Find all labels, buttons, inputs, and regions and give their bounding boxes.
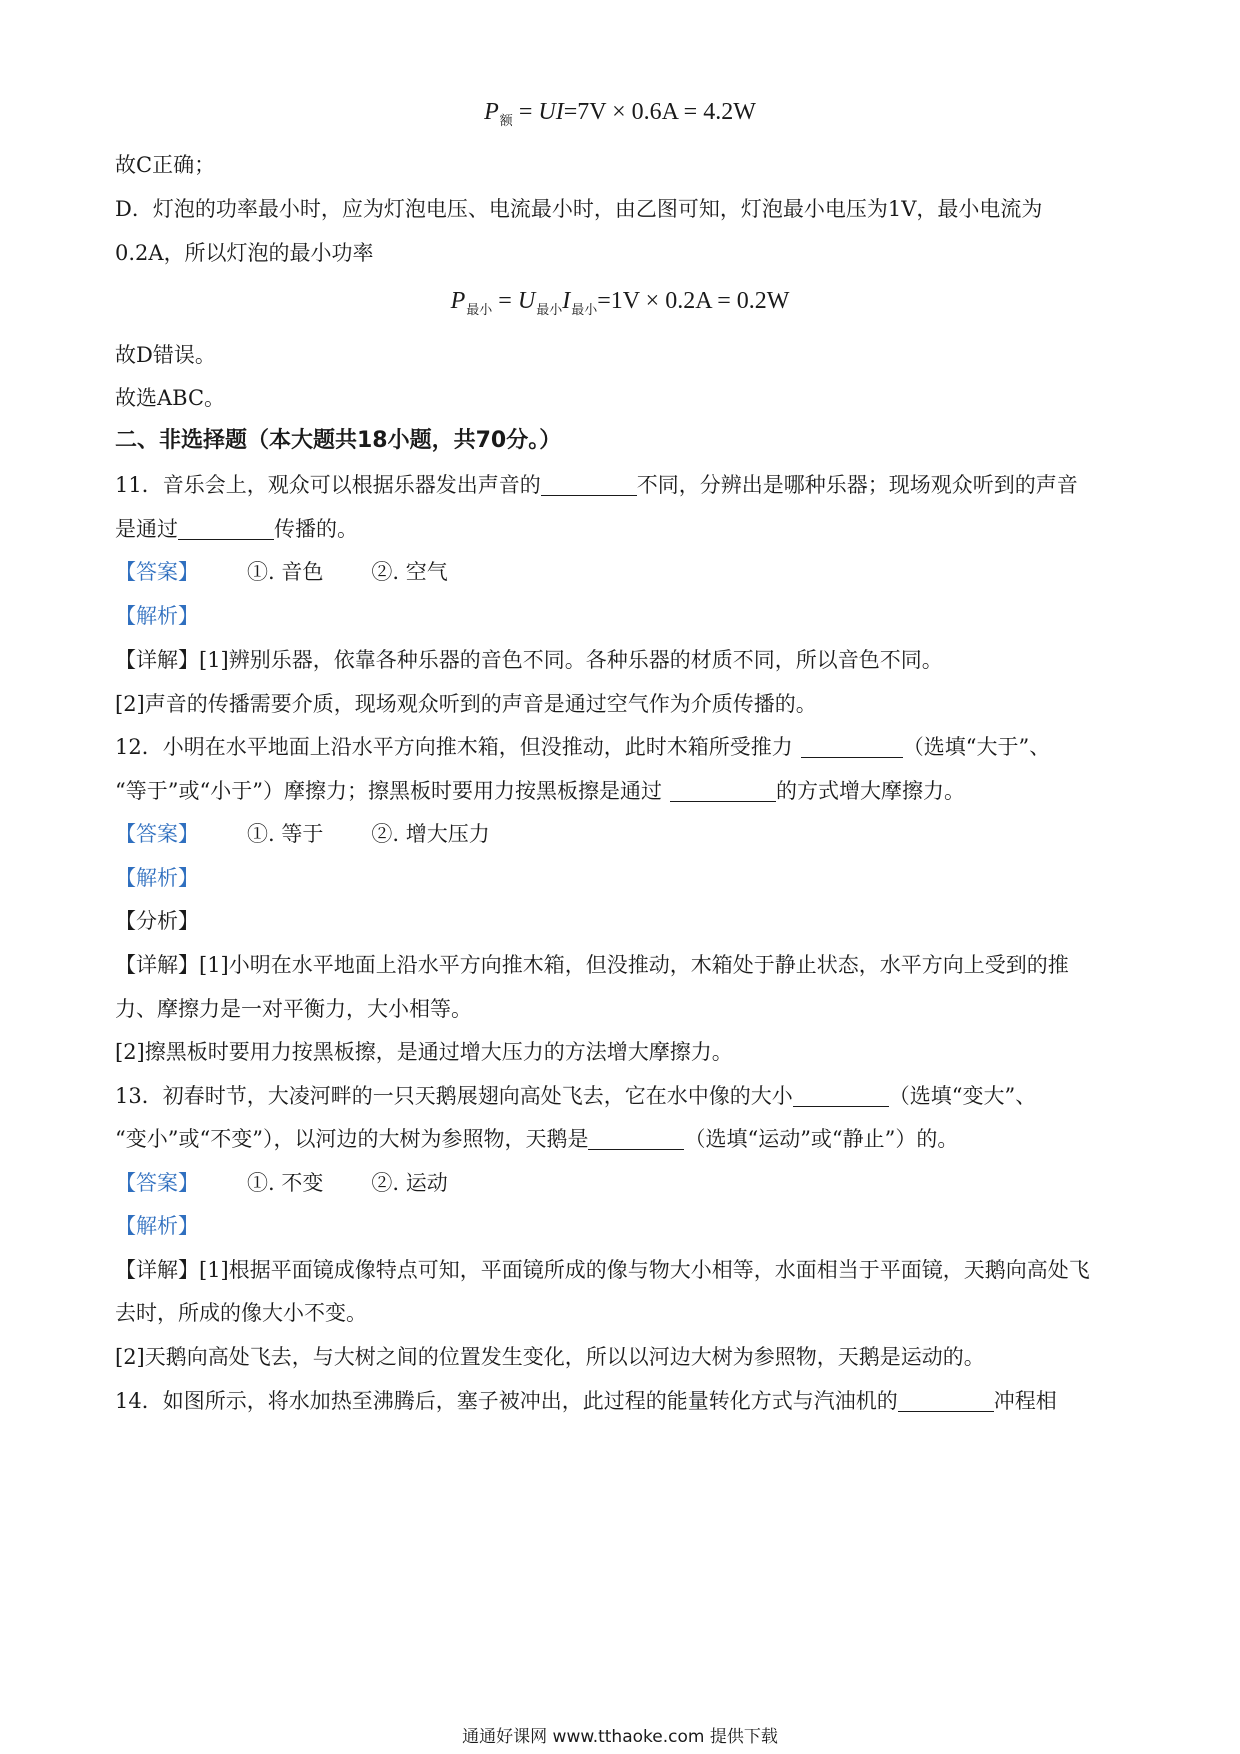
q12-analysis-tag: 【解析】: [115, 866, 199, 890]
section-heading: 二、非选择题（本大题共18小题，共70分。）: [115, 428, 562, 453]
q13-detail-1b: 去时，所成的像大小不变。: [115, 1301, 367, 1325]
text-c-correct: 故C正确；: [115, 153, 216, 177]
text-option-d-1: D．灯泡的功率最小时，应为灯泡电压、电流最小时，由乙图可知，灯泡最小电压为1V，最小电流为: [115, 197, 1043, 221]
q12-line-1: 12．小明在水平地面上沿水平方向推木箱，但没推动，此时木箱所受推力 （选填“大于”、: [115, 735, 1051, 759]
answer-blank: [541, 473, 637, 496]
q14-line-1: 14．如图所示，将水加热至沸腾后，塞子被冲出，此过程的能量转化方式与汽油机的 冲程相: [115, 1389, 1057, 1413]
q12-detail-1b: 力、摩擦力是一对平衡力，大小相等。: [115, 997, 472, 1021]
answer-blank: [178, 517, 274, 540]
footer-source: 通通好课网 www.tthaoke.com 提供下载: [462, 1727, 778, 1747]
text-d-wrong: 故D错误。: [115, 343, 216, 367]
q12-detail-2: [2]擦黑板时要用力按黑板擦，是通过增大压力的方法增大摩擦力。: [115, 1040, 733, 1064]
answer-blank: [801, 735, 903, 758]
q11-line-2: 是通过 传播的。: [115, 517, 358, 541]
q13-detail-1: 【详解】[1]根据平面镜成像特点可知，平面镜所成的像与物大小相等，水面相当于平面镜，天鹅向高处飞: [115, 1258, 1090, 1282]
formula-rated-power: $P_额 = UI=7V \times 0.6A = 4.2W$: [484, 99, 756, 128]
formula-min-power: $P_{最小} = U_{最小}I_{最小}=1V \times 0.2A = 0.2W$: [450, 288, 790, 317]
answer-blank: [588, 1127, 684, 1150]
text-option-d-2: 0.2A，所以灯泡的最小功率: [115, 241, 374, 265]
q11-line-1: 11．音乐会上，观众可以根据乐器发出声音的 不同，分辨出是哪种乐器；现场观众听到的声音: [115, 473, 1078, 497]
q12-fenxi-tag: 【分析】: [115, 909, 199, 933]
answer-blank: [793, 1084, 889, 1107]
q12-line-2: “等于”或“小于”）摩擦力；擦黑板时要用力按黑板擦是通过 的方式增大摩擦力。: [115, 779, 965, 803]
q11-analysis-tag: 【解析】: [115, 604, 199, 628]
text-choose-abc: 故选ABC。: [115, 386, 226, 410]
q11-answer: 【答案】 ①. 音色 ②. 空气: [115, 560, 448, 584]
q13-line-1: 13．初春时节，大凌河畔的一只天鹅展翅向高处飞去，它在水中像的大小 （选填“变大”、: [115, 1084, 1037, 1108]
q11-detail-1: 【详解】[1]辨别乐器，依靠各种乐器的音色不同。各种乐器的材质不同，所以音色不同。: [115, 648, 943, 672]
q13-answer: 【答案】 ①. 不变 ②. 运动: [115, 1171, 448, 1195]
q13-detail-2: [2]天鹅向高处飞去，与大树之间的位置发生变化，所以以河边大树为参照物，天鹅是运动的。: [115, 1345, 985, 1369]
q12-answer: 【答案】 ①. 等于 ②. 增大压力: [115, 822, 490, 846]
q13-line-2: “变小”或“不变”），以河边的大树为参照物，天鹅是 （选填“运动”或“静止”）的。: [115, 1127, 959, 1151]
q11-detail-2: [2]声音的传播需要介质，现场观众听到的声音是通过空气作为介质传播的。: [115, 692, 817, 716]
answer-blank: [898, 1389, 994, 1412]
q12-detail-1: 【详解】[1]小明在水平地面上沿水平方向推木箱，但没推动，木箱处于静止状态，水平方向上受到的推: [115, 953, 1069, 977]
q13-analysis-tag: 【解析】: [115, 1214, 199, 1238]
answer-blank: [670, 779, 776, 802]
